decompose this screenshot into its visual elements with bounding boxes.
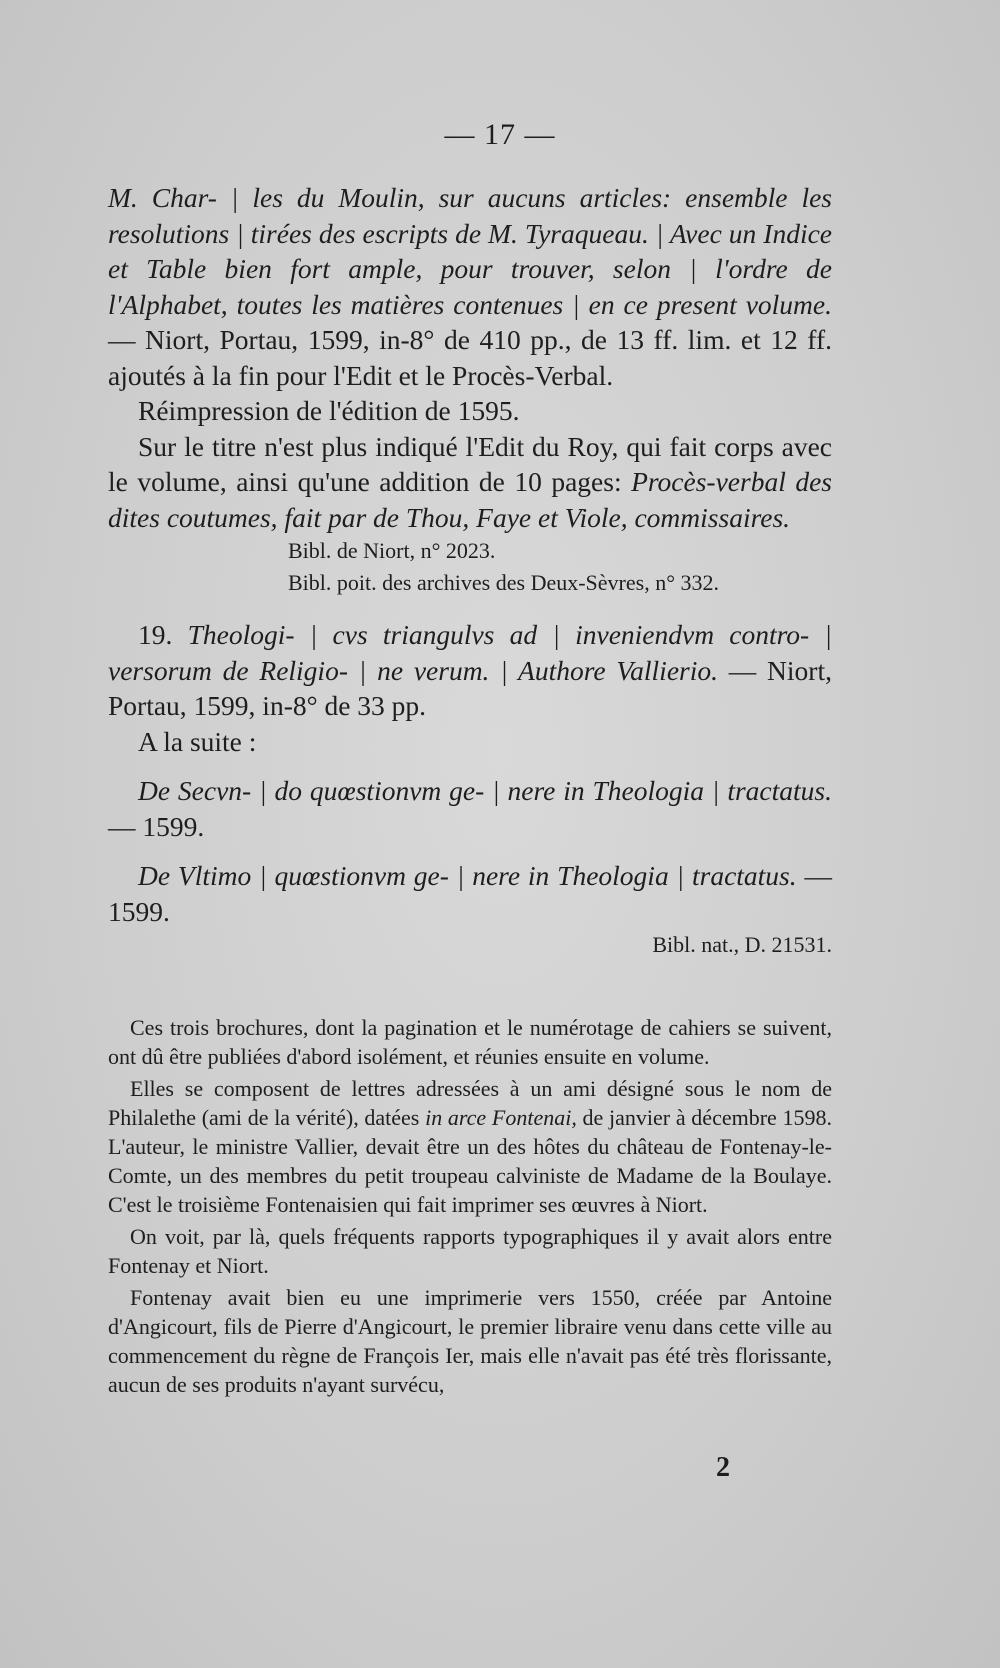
- entry-19-source: Bibl. nat., D. 21531.: [652, 932, 832, 957]
- commentary-paragraph-2-a: Elles se composent de lettres adressées à un ami désigné sous le nom de Philalethe (ami de la vérité), datées: [108, 1076, 832, 1130]
- page-header: — 17 —: [444, 118, 556, 151]
- commentary-paragraph-2-b: de janvier à décembre 1598. L'auteur, le ministre Vallier, devait être un des hôtes du château de Fontenay-le-Comte, un des membres du petit troupeau calviniste de Madame de la Boulaye. C'est le troisième Fontenaisien qui fait imprimer ses œuvres à Niort.: [108, 1105, 833, 1217]
- entry-19-part-3: [108, 858, 832, 929]
- entry-19-part-2-date: — 1599.: [108, 810, 205, 842]
- signature-mark: 2: [716, 1452, 730, 1483]
- entry-18-source-1: Bibl. de Niort, n° 2023.: [288, 538, 496, 563]
- commentary-paragraph-3: On voit, par là, quels fréquents rapports typographiques il y avait alors entre Fontenay et Niort.: [108, 1224, 832, 1278]
- entry-18-note-plain: Sur le titre n'est plus indiqué l'Edit du Roy, qui fait corps avec le volume, ainsi qu'une addition de 10 pages:: [108, 430, 832, 497]
- commentary-paragraph-4: Fontenay avait bien eu une imprimerie vers 1550, créée par Antoine d'Angicourt, fils de Pierre d'Angicourt, le premier libraire venu dans cette ville au commencement du règne de François Ier, mais elle n'avait pas été très florissante, aucun de ses produits n'ayant survécu,: [108, 1285, 832, 1397]
- commentary-paragraph-2-italic: in arce Fontenai,: [425, 1105, 577, 1130]
- entry-18-title: [108, 180, 832, 393]
- entry-19-part-2: [108, 773, 832, 844]
- entry-19-part-2-italic: De Secvn- | do quœstionvm ge- | nere in Theologia | tractatus.: [138, 775, 832, 806]
- entry-18-reprint: Réimpression de l'édition de 1595.: [138, 395, 520, 426]
- commentary: [108, 1013, 832, 1399]
- entry-18-note-italic: Procès-verbal des dites coutumes, fait par de Thou, Faye et Viole, commissaires.: [108, 466, 832, 533]
- entry-18-source-2: Bibl. poit. des archives des Deux-Sèvres, n° 332.: [288, 570, 719, 595]
- commentary-paragraph-1: Ces trois brochures, dont la pagination et le numérotage de cahiers se suivent, ont dû être publiées d'abord isolément, et réunies ensuite en volume.: [108, 1015, 832, 1069]
- entry-18-note: [108, 429, 832, 536]
- entry-18-title-italic: M. Char- | les du Moulin, sur aucuns articles: ensemble les resolutions | tirées des escripts de M. Tyraqueau. | Avec un Indice et Table bien fort ample, pour trouver, selon | l'ordre de l'Alphabet, toutes les matières contenues | en ce present volume.: [108, 182, 832, 320]
- entry-19-part-3-italic: De Vltimo | quœstionvm ge- | nere in Theologia | tractatus.: [138, 860, 797, 891]
- entry-18-imprint: — Niort, Portau, 1599, in-8° de 410 pp., de 13 ff. lim. et 12 ff. ajoutés à la fin pour l'Edit et le Procès-Verbal.: [108, 324, 832, 391]
- commentary-paragraph-2: [108, 1074, 832, 1219]
- entry-19-title-italic: Theologi- | cvs triangulvs ad | inveniendvm contro- | versorum de Religio- | ne verum. | Authore Vallierio.: [108, 619, 832, 686]
- entry-19-imprint: — Niort, Portau, 1599, in-8° de 33 pp.: [108, 654, 832, 721]
- entry-19-number: 19.: [138, 619, 173, 650]
- entry-18: [108, 180, 832, 961]
- entry-19-title: [108, 617, 832, 724]
- entry-19-part-3-date: — 1599.: [108, 860, 833, 927]
- entry-19-suite-label: A la suite :: [138, 725, 257, 757]
